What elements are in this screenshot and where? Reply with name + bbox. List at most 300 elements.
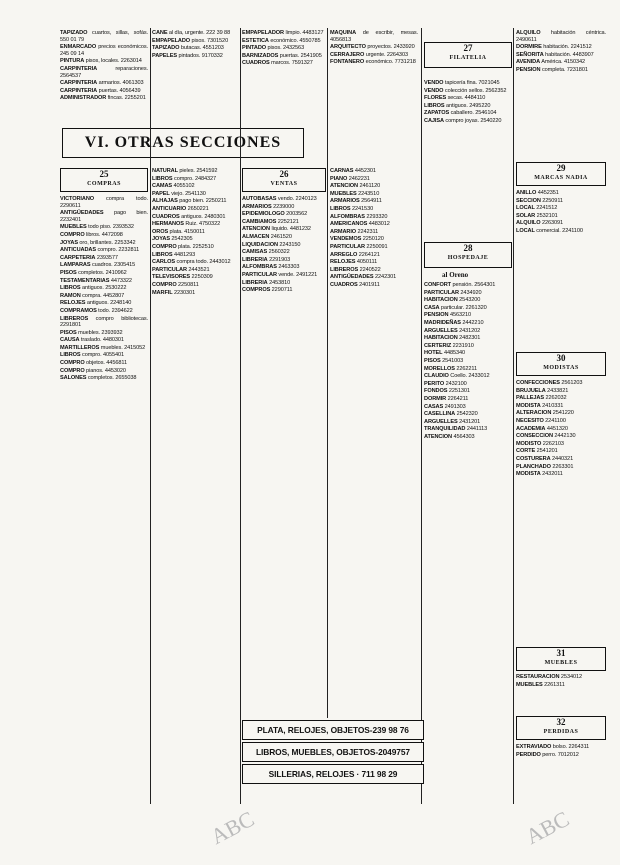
classified-ad <box>516 213 606 220</box>
classified-ad <box>330 59 418 66</box>
classified-keyword: PENSION <box>424 312 449 319</box>
classified-keyword: ARMARIOS <box>330 198 360 205</box>
classified-keyword: AVENIDA <box>516 59 541 66</box>
classified-keyword: MODISTA <box>516 402 541 409</box>
classified-keyword: CARPETERIA <box>60 254 96 261</box>
classified-ad <box>60 352 148 359</box>
classified-keyword: BARNIZADOS <box>242 52 279 59</box>
classified-keyword: CONFORT <box>424 282 451 288</box>
classified-keyword: COSTURERA <box>516 455 551 462</box>
classified-text: 2262032 <box>545 395 567 402</box>
classified-text: muebles. 2393932 <box>78 329 123 336</box>
classified-ad <box>516 456 606 463</box>
classified-ad <box>152 236 238 243</box>
classified-ad <box>60 95 148 102</box>
classified-text: antiguos. 2480301 <box>181 213 226 220</box>
classified-text: 2542320 <box>456 411 478 418</box>
classified-ad <box>242 38 324 45</box>
classified-text: 2532101 <box>536 212 558 219</box>
column-4 <box>330 168 418 716</box>
classified-keyword: MUEBLES <box>60 224 87 231</box>
classified-ad <box>242 30 324 37</box>
classified-keyword: FLORES <box>424 95 447 102</box>
classified-ad <box>424 88 512 95</box>
classified-text: pago bien. 2250211 <box>179 198 227 205</box>
classified-text: 2491303 <box>444 403 466 410</box>
classified-text: 2462231 <box>348 175 370 182</box>
classified-keyword: CUADROS <box>152 213 180 220</box>
classified-keyword: RELOJES <box>60 300 86 307</box>
classified-keyword: LIBREROS <box>330 266 359 273</box>
section-number: 29 <box>556 163 566 173</box>
classified-ad <box>152 168 238 175</box>
classified-keyword: CUADROS <box>242 60 270 67</box>
classified-text: traslado. 4480301 <box>80 337 124 344</box>
classified-keyword: CLAUDIO <box>424 373 449 380</box>
display-ad-libros: LIBROS, MUEBLES, OBJETOS-2049757 <box>242 742 424 762</box>
classified-keyword: ANTICUADAS <box>60 247 96 254</box>
classified-text: libros. 4472098 <box>86 231 123 238</box>
classified-ad <box>516 388 606 395</box>
classified-text: pintados. 9170332 <box>178 52 223 59</box>
classified-ad <box>60 293 148 300</box>
classified-text: limpio. 4483127 <box>285 30 324 36</box>
classified-ad <box>60 66 148 79</box>
classified-ad <box>152 282 238 289</box>
classified-ad <box>60 337 148 344</box>
column-rule <box>327 28 328 718</box>
section-name: FILATELIA <box>449 55 487 61</box>
column-2 <box>152 168 238 798</box>
classified-text: 2242301 <box>375 274 397 281</box>
classified-keyword: CAMBIAMOS <box>242 218 277 225</box>
classified-ad <box>242 45 324 52</box>
classified-ad <box>516 464 606 471</box>
classified-ad <box>424 312 512 319</box>
classified-ad <box>424 411 512 418</box>
classified-text: vende. 2491221 <box>278 271 318 278</box>
classified-keyword: ANILLO <box>516 190 537 196</box>
classified-ad <box>424 373 512 380</box>
classified-text: Ruiz. 4750322 <box>185 221 221 228</box>
classified-ad <box>60 255 148 262</box>
classified-text: 2410331 <box>542 402 564 409</box>
classified-ad <box>424 328 512 335</box>
classified-text: 2440321 <box>552 455 574 462</box>
column-top-3 <box>242 30 324 122</box>
classified-ad <box>60 345 148 352</box>
classified-text: butacas. 4551203 <box>180 45 224 52</box>
classified-keyword: PISOS <box>424 357 441 364</box>
classified-text: 4564303 <box>453 433 475 440</box>
classified-ad <box>424 434 512 441</box>
classified-ad <box>152 259 238 266</box>
classified-ad <box>516 426 606 433</box>
classified-keyword: ATENCION <box>424 433 452 440</box>
classified-keyword: ALHAJAS <box>152 198 178 205</box>
classified-text: compra todo. 2290611 <box>60 196 148 209</box>
classified-text: 2263091 <box>541 220 564 227</box>
section-ventas <box>242 168 326 192</box>
classified-keyword: CASELLINA <box>424 411 456 418</box>
classified-ad <box>424 343 512 350</box>
classified-ad <box>516 198 606 205</box>
classified-ad <box>424 80 512 87</box>
classified-keyword: COMPRO <box>60 360 85 367</box>
classified-text: de escribir, mesas. 4056813 <box>330 30 418 43</box>
classified-ad <box>242 60 324 67</box>
classified-ad <box>242 257 324 264</box>
watermark: ABC <box>206 805 259 850</box>
classified-keyword: ANTICUARIO <box>152 205 187 212</box>
classified-ad <box>152 290 238 297</box>
classified-ad <box>152 214 238 221</box>
classified-ad <box>330 259 418 266</box>
classified-text: compro. 4055401 <box>82 352 125 359</box>
classified-text: 2251301 <box>448 388 470 395</box>
column-rule <box>150 28 151 804</box>
classified-keyword: AMERICANOS <box>330 221 368 228</box>
classified-text: compro joyas. 2540220 <box>445 117 502 124</box>
classified-keyword: MUEBLES <box>330 190 357 197</box>
classified-keyword: PAPELES <box>152 52 177 59</box>
classified-text: al día, urgente. 222 39 88 <box>168 30 231 36</box>
classified-ad <box>516 395 606 402</box>
classified-text: 2441113 <box>466 426 488 433</box>
watermark: ABC <box>521 805 574 850</box>
classified-text: particular. 2261320 <box>440 304 487 311</box>
classified-text: pago bien. 2232401 <box>60 210 148 223</box>
classified-ad <box>330 183 418 190</box>
classified-text: viejo. 2541130 <box>171 190 206 197</box>
section-compras <box>60 168 148 192</box>
classified-text: compra todo. 2443012 <box>176 259 231 266</box>
classified-keyword: LAMPARAS <box>60 262 91 269</box>
classified-text: 2261311 <box>544 681 565 688</box>
classified-text: 2560322 <box>268 249 290 256</box>
classified-keyword: COMPRO <box>60 367 85 374</box>
classified-text: 2443521 <box>188 266 210 273</box>
classified-keyword: FONDOS <box>424 388 448 395</box>
classified-keyword: PARTICULAR <box>330 243 365 250</box>
classified-keyword: VENDO <box>424 87 444 94</box>
classified-ad <box>60 270 148 277</box>
classified-text: 2243510 <box>358 190 380 197</box>
classified-keyword: PENSION <box>516 66 541 73</box>
section-number: 28 <box>463 243 473 253</box>
classified-keyword: FONTANERO <box>330 59 365 66</box>
classified-keyword: LIBREROS <box>60 315 89 322</box>
classified-text: fincas. 2255201 <box>107 95 146 102</box>
section-number: 25 <box>99 169 109 179</box>
display-ad-sillerias: SILLERIAS, RELOJES · 711 98 29 <box>242 764 424 784</box>
classified-ad <box>516 682 606 689</box>
classified-ad <box>424 110 512 117</box>
classified-text: 2250309 <box>191 274 213 281</box>
classified-text: 2564911 <box>361 198 382 205</box>
classified-text: cuartos, sillas, sofás. 550 01 79 <box>60 30 148 43</box>
section-hospedaje <box>424 242 512 268</box>
classified-keyword: PLANCHADO <box>516 463 551 470</box>
classified-ad <box>516 441 606 448</box>
classified-text: 2250091 <box>366 243 388 250</box>
classified-text: completa. 7231801 <box>541 66 588 73</box>
classified-ad <box>424 290 512 297</box>
classified-text: 4473322 <box>110 277 132 284</box>
classified-keyword: TRANQUILIDAD <box>424 426 466 433</box>
classified-ad <box>516 744 606 751</box>
classified-keyword: MORELLOS <box>424 365 455 372</box>
classified-text: caballero. 2546104 <box>450 110 497 117</box>
column-rule <box>421 28 422 804</box>
classified-ad <box>60 375 148 382</box>
classified-ad <box>60 44 148 57</box>
classified-keyword: LIBROS <box>60 285 81 292</box>
classified-keyword: ENMARCADO <box>60 44 97 51</box>
classified-text: 2650221 <box>187 205 209 212</box>
classified-keyword: SECCION <box>516 197 541 204</box>
classified-ad <box>60 262 148 269</box>
section-number: 30 <box>556 353 566 363</box>
classified-ad <box>330 274 418 281</box>
classified-ad <box>242 249 324 256</box>
classified-keyword: DORMIR <box>424 395 447 402</box>
section-modistas <box>516 352 606 376</box>
classified-text: 2401911 <box>359 281 380 288</box>
classified-keyword: PERDIDO <box>516 751 541 758</box>
classified-keyword: ESTETICA <box>242 37 269 44</box>
classified-keyword: CONFECCIONES <box>516 380 560 386</box>
classified-keyword: NECESITO <box>516 417 544 424</box>
classified-keyword: ANTIGÜEDADES <box>330 274 374 281</box>
classified-keyword: TESTAMENTARIAS <box>60 277 110 284</box>
column-rule <box>513 28 514 804</box>
classified-keyword: LIBRERIA <box>242 279 268 286</box>
classified-text: compro. 2232811 <box>97 247 140 254</box>
classified-keyword: CASAS <box>424 403 444 410</box>
classified-text: reparaciones. 2564537 <box>60 65 148 79</box>
classified-keyword: ANTIGÜEDADES <box>60 210 104 217</box>
classified-text: precios económicos. 245 09 14 <box>60 44 148 57</box>
classified-ad <box>424 419 512 426</box>
classified-keyword: VENDEMOS <box>330 236 362 243</box>
classified-ad <box>152 191 238 198</box>
section-number: 32 <box>556 717 566 727</box>
classified-keyword: MADRIDEÑAS <box>424 319 461 326</box>
classified-ad <box>424 297 512 304</box>
classified-keyword: CERRAJERO <box>330 51 365 58</box>
classified-keyword: PAPEL <box>152 190 170 197</box>
classified-ad <box>60 285 148 292</box>
classified-keyword: LIBROS <box>152 175 173 182</box>
classified-ad <box>242 280 324 287</box>
classified-ad <box>516 418 606 425</box>
section-name: MODISTAS <box>543 365 579 371</box>
classified-ad <box>516 433 606 440</box>
classified-keyword: CAMAS <box>152 183 173 190</box>
classified-keyword: BRUJUELA <box>516 387 546 394</box>
classified-ad <box>424 396 512 403</box>
classified-ad <box>152 45 238 52</box>
classified-keyword: PINTURA <box>60 58 85 65</box>
classified-text: todo piso. 2393532 <box>88 224 134 231</box>
classified-text: pisos, locales. 2263014 <box>85 58 142 65</box>
classified-text: 2461120 <box>359 183 381 190</box>
classified-ad <box>516 410 606 417</box>
classified-keyword: LIBROS <box>152 251 173 258</box>
classified-keyword: LOCAL <box>516 205 535 212</box>
classified-keyword: ALTERACION <box>516 410 552 417</box>
classified-ad <box>516 403 606 410</box>
classified-keyword: MAQUINA <box>330 30 357 36</box>
classified-keyword: AUTOBASAS <box>242 196 277 202</box>
section-muebles <box>516 647 606 671</box>
classified-text: 2250811 <box>178 281 199 288</box>
classified-keyword: HABITACION <box>424 297 458 304</box>
classified-keyword: ADMINISTRADOR <box>60 95 107 102</box>
classified-keyword: COMPRO <box>152 281 177 288</box>
column-top-1 <box>60 30 148 122</box>
classified-keyword: EXTRAVIADO <box>516 744 552 750</box>
classified-ad <box>152 252 238 259</box>
classified-text: habitación. 2241512 <box>543 44 592 51</box>
classified-ad <box>60 80 148 87</box>
classified-keyword: ALMACEN <box>242 233 270 240</box>
classified-text: pianos. 4453020 <box>86 367 126 374</box>
classified-ad <box>60 368 148 375</box>
classified-keyword: VICTORIANO <box>60 196 95 202</box>
classified-keyword: PARTICULAR <box>152 266 187 273</box>
classified-ad <box>516 52 606 59</box>
classified-text: 2431202 <box>459 327 481 334</box>
classified-text: 2264211 <box>447 395 469 402</box>
section-marcas <box>516 162 606 186</box>
classified-text: 2293320 <box>366 213 388 220</box>
classified-ad <box>152 30 238 37</box>
classified-ad <box>424 282 512 289</box>
classified-keyword: HABITACION <box>424 335 458 342</box>
classified-keyword: MODISTA <box>516 471 541 478</box>
section-name: COMPRAS <box>87 181 121 187</box>
classified-ad <box>424 95 512 102</box>
classified-keyword: CANE <box>152 30 168 36</box>
classified-keyword: ALFOMBRAS <box>242 264 277 271</box>
classified-keyword: CAJISA <box>424 117 444 124</box>
classified-ad <box>60 316 148 329</box>
classified-text: tapicería fina. 7021045 <box>444 80 500 86</box>
classified-keyword: ALFOMBRAS <box>330 213 365 220</box>
classified-text: puertas. 2541905 <box>279 52 322 59</box>
classified-text: 2432011 <box>542 471 563 478</box>
column-hospedaje <box>424 282 512 802</box>
classified-keyword: PINTADO <box>242 45 267 52</box>
classified-text: 2541201 <box>536 448 558 455</box>
classified-keyword: ARMARIOS <box>242 203 272 210</box>
classified-ad <box>242 204 324 211</box>
classified-ad <box>152 206 238 213</box>
classified-text: 2262103 <box>542 440 564 447</box>
classified-keyword: LIBROS <box>424 102 445 109</box>
classified-text: América. 4150342 <box>541 59 586 66</box>
classified-keyword: SOLAR <box>516 212 536 219</box>
classified-keyword: LOCAL <box>516 227 535 234</box>
classified-keyword: CONSECCION <box>516 433 553 440</box>
classified-text: 2461520 <box>270 233 292 240</box>
classified-text: 2433821 <box>547 387 569 394</box>
classified-ad <box>60 210 148 223</box>
classified-keyword: HERMANOS <box>152 221 184 228</box>
classified-ad <box>60 88 148 95</box>
classified-text: 2243150 <box>279 241 301 248</box>
classified-ad <box>60 330 148 337</box>
classified-ad <box>516 228 606 235</box>
classified-keyword: ARMARIO <box>330 228 357 235</box>
classified-keyword: RELOJES <box>330 259 356 266</box>
classified-ad <box>242 196 324 203</box>
classified-keyword: OROS <box>152 228 169 235</box>
classified-text: 2241100 <box>545 417 566 424</box>
column-perdidas <box>516 744 606 804</box>
classified-ad <box>424 426 512 433</box>
classified-ad <box>424 404 512 411</box>
classified-ad <box>60 360 148 367</box>
classified-text: económico. 7731218 <box>365 59 416 66</box>
classified-text: 4485340 <box>443 350 466 357</box>
display-ad-plata: PLATA, RELOJES, OBJETOS-239 98 76 <box>242 720 424 740</box>
classified-text: antiguos. 2248140 <box>86 300 132 307</box>
classified-keyword: CAUSA <box>60 337 80 344</box>
classified-ad <box>330 176 418 183</box>
classified-ad <box>516 205 606 212</box>
classified-keyword: CARLOS <box>152 259 176 266</box>
classified-text: bolso. 2264311 <box>552 744 590 750</box>
classified-text: 2463303 <box>278 264 300 271</box>
classified-ad <box>516 220 606 227</box>
column-top-6 <box>516 30 606 160</box>
classified-ad <box>152 229 238 236</box>
classified-text: 4055102 <box>173 183 195 190</box>
classified-ad <box>424 350 512 357</box>
section-name: VENTAS <box>270 181 298 187</box>
classified-keyword: HOTEL <box>424 350 443 357</box>
classified-keyword: COMPRO <box>60 231 85 238</box>
classified-text: liquido. 4481232 <box>271 226 311 233</box>
classified-ad <box>330 252 418 259</box>
classified-ad <box>330 30 418 43</box>
classified-ad <box>330 236 418 243</box>
column-ventas <box>242 196 324 716</box>
classified-ad <box>242 287 324 294</box>
classified-text: 2543200 <box>459 297 481 304</box>
classified-text: armarios. 4061303 <box>98 80 144 87</box>
classified-text: 2291903 <box>269 256 291 263</box>
classified-text: vendo. 2240123 <box>277 196 317 202</box>
classified-ad <box>152 53 238 60</box>
classified-ad <box>152 38 238 45</box>
classified-ad <box>516 44 606 51</box>
classified-ad <box>424 381 512 388</box>
classified-text: marcos. 7591327 <box>271 60 313 67</box>
classified-keyword: LIBRERIA <box>242 256 268 263</box>
classified-keyword: MARFIL <box>152 289 173 296</box>
classified-text: todo. 2394622 <box>98 307 133 314</box>
classified-ad <box>516 752 606 759</box>
classified-keyword: MUEBLES <box>516 681 543 688</box>
classified-keyword: PARTICULAR <box>424 289 459 296</box>
classified-text: antiguos. 2530222 <box>82 285 127 292</box>
column-top-2 <box>152 30 238 122</box>
classified-keyword: JOYAS <box>60 239 78 246</box>
